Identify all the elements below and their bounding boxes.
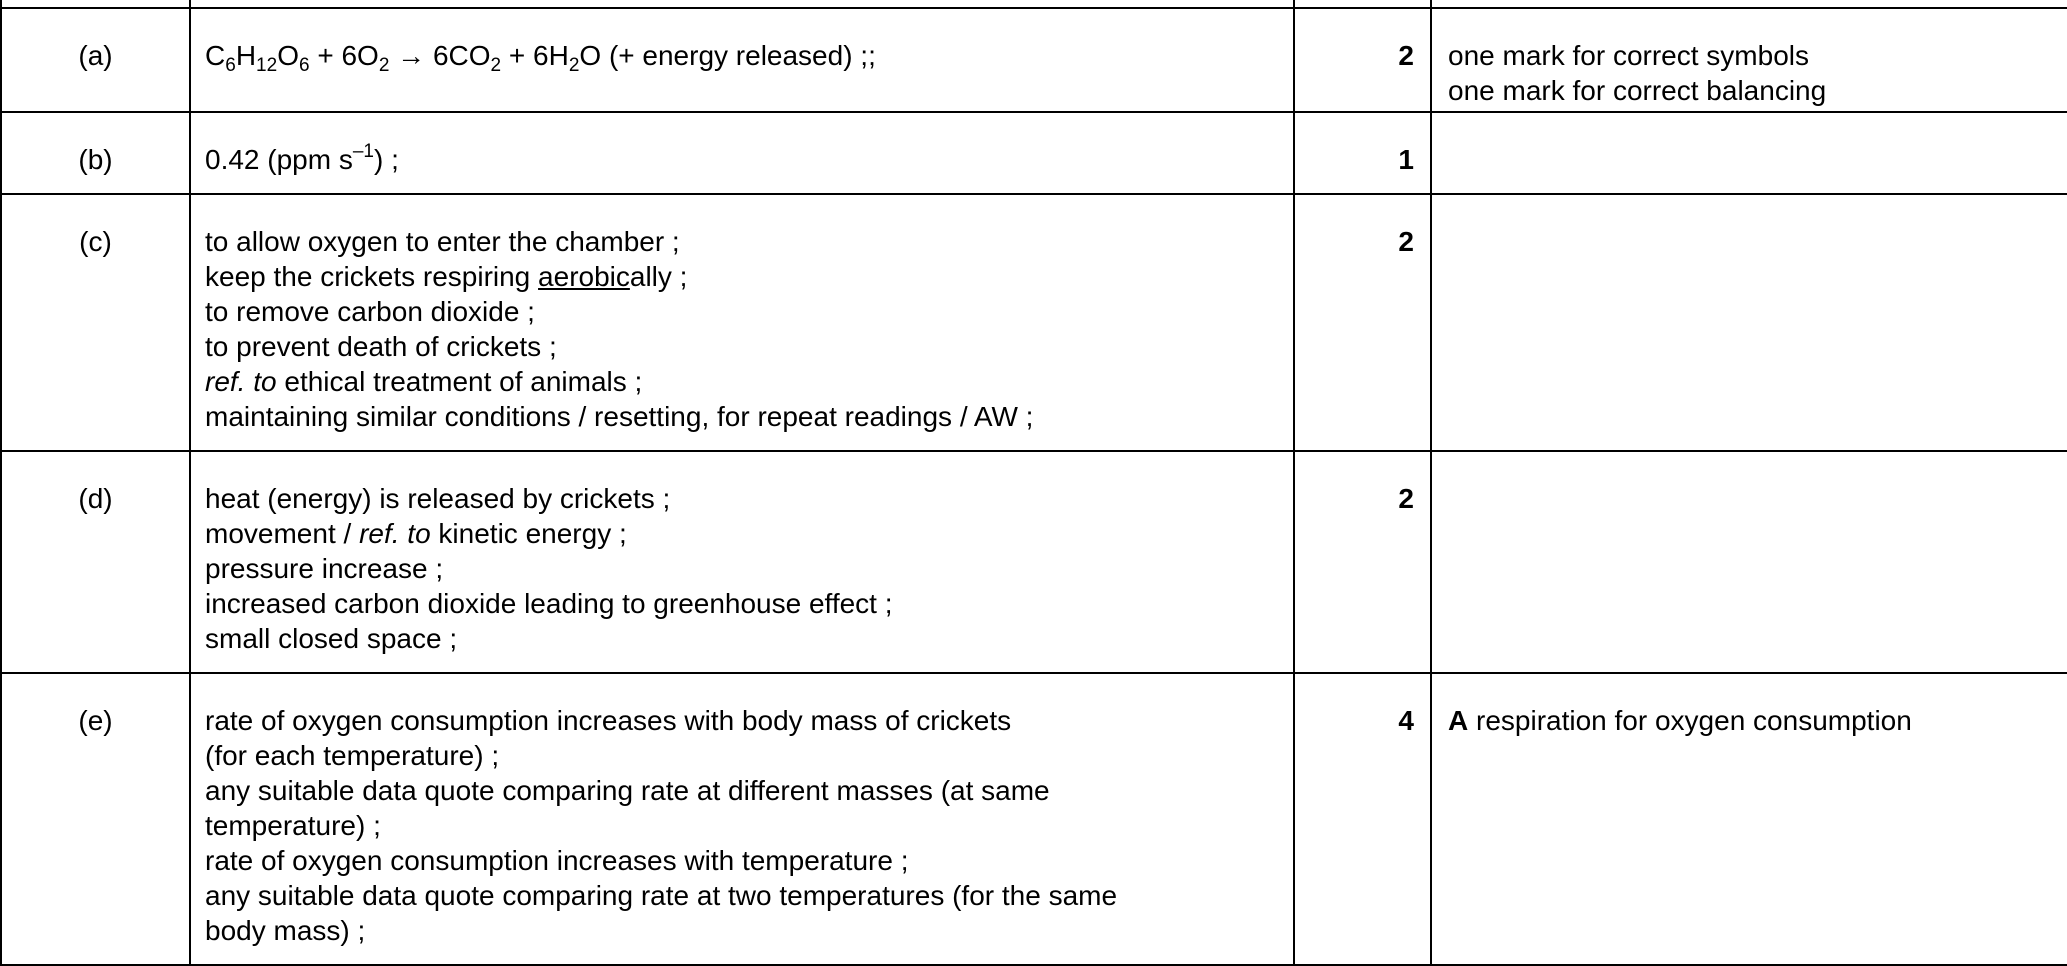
answer-line: keep the crickets respiring aerobically ; (205, 261, 688, 292)
answer-cell (190, 8, 1294, 112)
guidance-cell (1431, 451, 2067, 673)
table-row-e (1, 673, 2067, 965)
question-label: (d) (1, 451, 190, 673)
answer-cell (190, 451, 1294, 673)
answer-cell (190, 112, 1294, 194)
answer-line: movement / ref. to kinetic energy ; (205, 518, 627, 549)
guidance-line: A respiration for oxygen consumption (1448, 705, 1912, 736)
marks-value: 2 (1294, 8, 1431, 112)
answer-line: any suitable data quote comparing rate at two temperatures (for the same (205, 880, 1118, 911)
guidance-line: one mark for correct balancing (1448, 75, 1827, 106)
answer-line: rate of oxygen consumption increases with body mass of crickets (205, 705, 1012, 736)
answer-line: any suitable data quote comparing rate at different masses (at same (205, 775, 1050, 806)
guidance-line: one mark for correct symbols (1448, 40, 1809, 71)
answer-cell (190, 194, 1294, 451)
answer-line: to remove carbon dioxide ; (205, 296, 535, 327)
answer-line: maintaining similar conditions / resetting, for repeat readings / AW ; (205, 401, 1034, 432)
answer-line: temperature) ; (205, 810, 381, 841)
marks-value: 1 (1294, 112, 1431, 194)
guidance-cell (1431, 194, 2067, 451)
marks-value: 2 (1294, 451, 1431, 673)
answer-line: increased carbon dioxide leading to greenhouse effect ; (205, 588, 893, 619)
answer-line: heat (energy) is released by crickets ; (205, 483, 671, 514)
answer-line: pressure increase ; (205, 553, 444, 584)
answer-line: small closed space ; (205, 623, 458, 654)
table-row-b (1, 112, 2067, 194)
answer-line: to allow oxygen to enter the chamber ; (205, 226, 680, 257)
marks-value: 4 (1294, 673, 1431, 965)
answer-cell (190, 673, 1294, 965)
answer-line: ref. to ethical treatment of animals ; (205, 366, 643, 397)
marks-value: 2 (1294, 194, 1431, 451)
table-header-stub (1, 0, 2067, 8)
guidance-cell (1431, 673, 2067, 965)
answer-line: to prevent death of crickets ; (205, 331, 557, 362)
answer-line: 0.42 (ppm $s^{-1}$) ; (205, 141, 399, 175)
answer-line: body mass) ; (205, 915, 366, 946)
guidance-cell (1431, 8, 2067, 112)
equation-line: $C_6H_{12}O_6 + 6O_2 \to 6CO_2 + 6H_2O$ (+ energy released) ;; (205, 40, 876, 76)
question-label: (c) (1, 194, 190, 451)
table-row-d (1, 451, 2067, 673)
answer-line: rate of oxygen consumption increases with temperature ; (205, 845, 909, 876)
table-row-c (1, 194, 2067, 451)
table-row-a (1, 8, 2067, 112)
question-label: (a) (1, 8, 190, 112)
guidance-cell (1431, 112, 2067, 194)
answer-line: (for each temperature) ; (205, 740, 500, 771)
question-label: (e) (1, 673, 190, 965)
question-label: (b) (1, 112, 190, 194)
